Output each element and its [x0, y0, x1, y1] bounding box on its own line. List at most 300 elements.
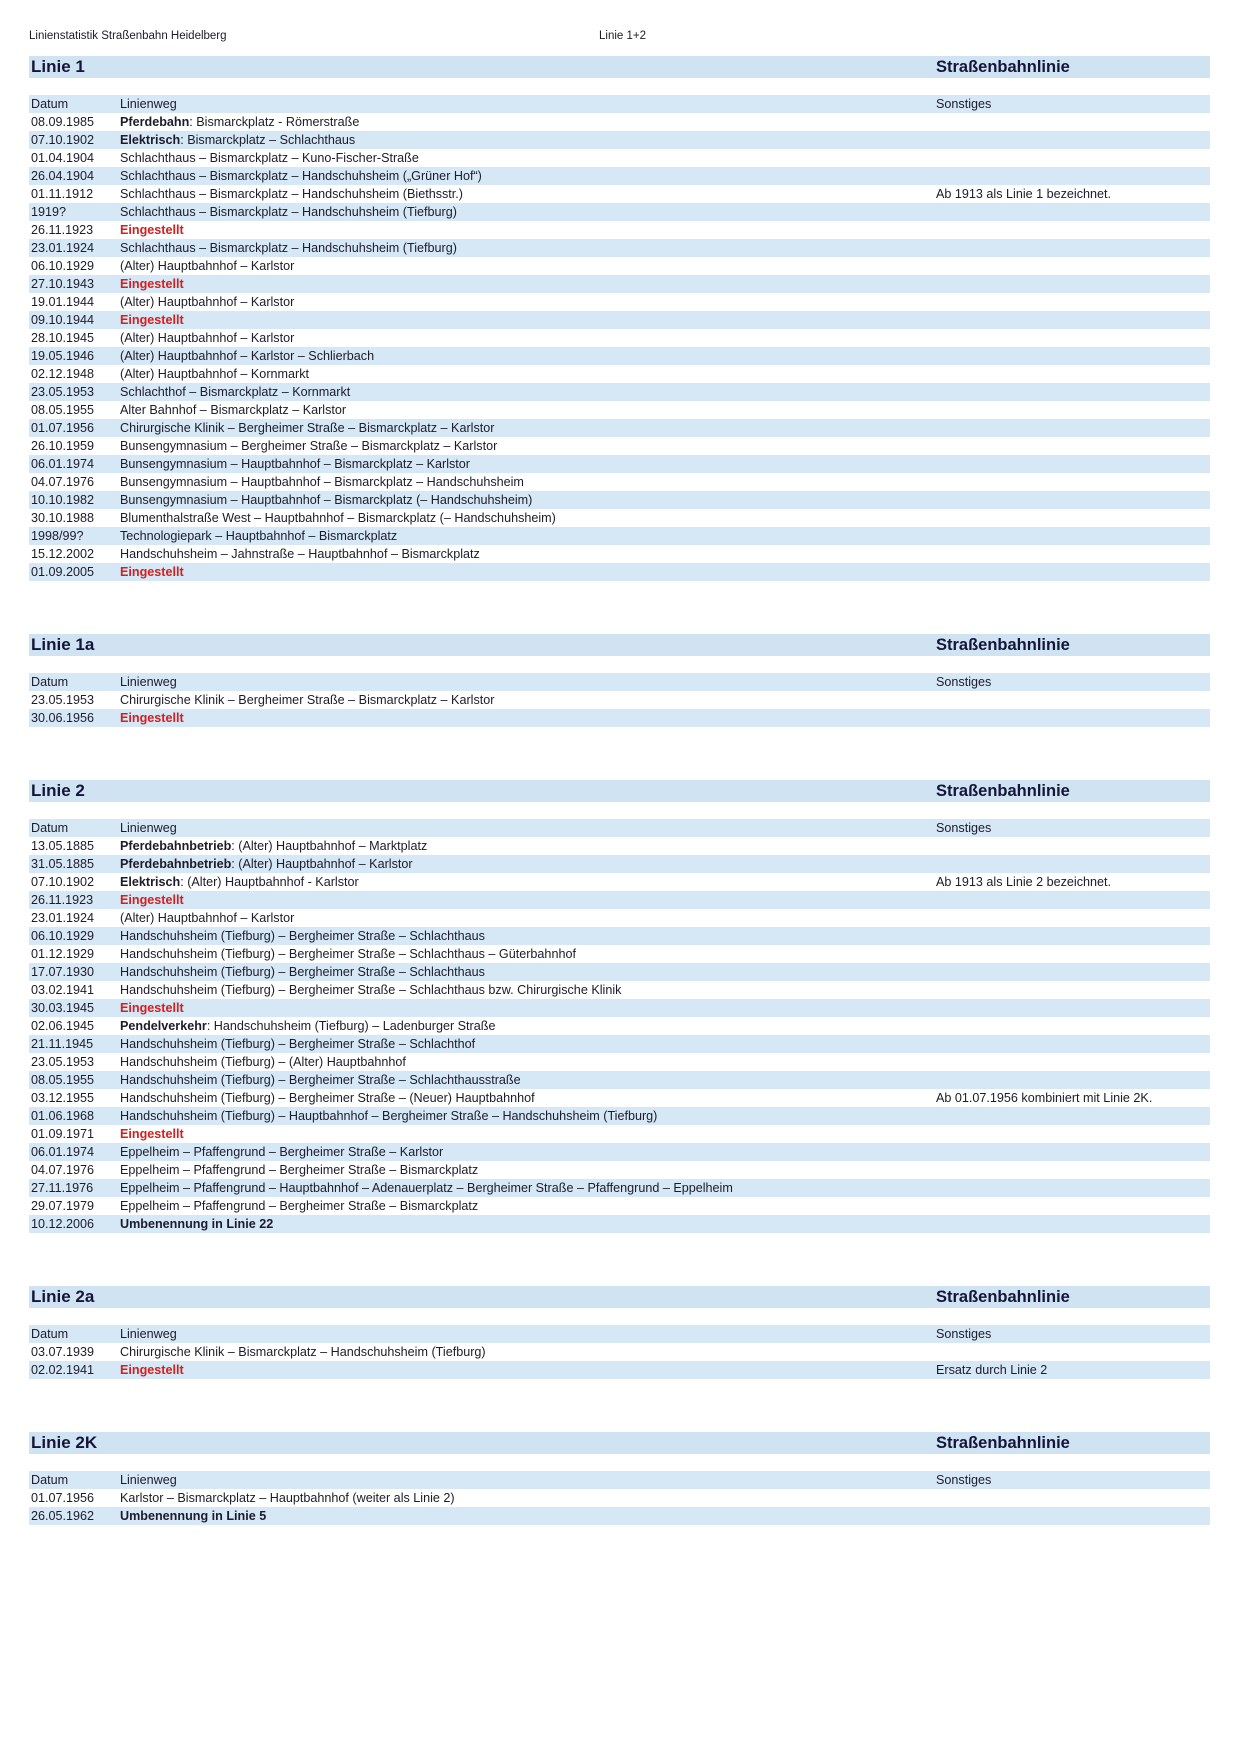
history-route: [120, 1071, 936, 1089]
history-route: [120, 709, 936, 727]
route-text: Schlachthaus – Bismarckplatz – Handschuhsheim (Biethsstr.): [120, 187, 463, 201]
history-route: [120, 873, 936, 891]
history-note: [936, 691, 1210, 709]
history-date: 28.10.1945: [31, 331, 95, 345]
history-route: [120, 347, 936, 365]
route-text: Schlachthaus – Bismarckplatz – Handschuhsheim („Grüner Hof“): [120, 169, 482, 183]
history-route: [120, 437, 936, 455]
route-text: Handschuhsheim (Tiefburg) – Bergheimer Straße – Schlachthaus – Güterbahnhof: [120, 947, 576, 961]
column-header-note: Sonstiges: [936, 1327, 992, 1341]
history-route: [120, 203, 936, 221]
line-title: Linie 2a: [31, 1287, 95, 1306]
line-type: Straßenbahnlinie: [936, 635, 1070, 654]
route-text: Handschuhsheim (Tiefburg) – Bergheimer Straße – (Neuer) Hauptbahnhof: [120, 1091, 535, 1105]
route-text: Schlachthaus – Bismarckplatz – Handschuhsheim (Tiefburg): [120, 205, 457, 219]
history-row: [29, 837, 1210, 855]
history-row: [29, 981, 1210, 999]
history-note: [936, 891, 1210, 909]
history-note: [936, 473, 1210, 491]
history-row: [29, 1507, 1210, 1525]
history-route: [120, 1179, 936, 1197]
history-note: [936, 545, 1210, 563]
history-note: [936, 293, 1210, 311]
history-note: [936, 221, 1210, 239]
history-route: [120, 293, 936, 311]
route-mode-label: Pendelverkehr: [120, 1019, 207, 1033]
history-row: [29, 131, 1210, 149]
history-row: [29, 691, 1210, 709]
history-route: [120, 365, 936, 383]
history-row: [29, 527, 1210, 545]
history-date: 02.12.1948: [31, 367, 95, 381]
route-text: Bunsengymnasium – Bergheimer Straße – Bismarckplatz – Karlstor: [120, 439, 498, 453]
route-text: Eppelheim – Pfaffengrund – Bergheimer Straße – Karlstor: [120, 1145, 444, 1159]
history-date: 23.01.1924: [31, 911, 95, 925]
route-text: Handschuhsheim (Tiefburg) – Bergheimer Straße – Schlachthof: [120, 1037, 476, 1051]
history-date: 27.10.1943: [31, 277, 95, 291]
history-route: [120, 1125, 936, 1143]
history-row: [29, 437, 1210, 455]
history-date: 15.12.2002: [31, 547, 95, 561]
history-route: [120, 185, 936, 203]
history-row: [29, 855, 1210, 873]
route-text: Bunsengymnasium – Hauptbahnhof – Bismarckplatz – Karlstor: [120, 457, 471, 471]
history-row: [29, 239, 1210, 257]
history-route: [120, 491, 936, 509]
history-row: [29, 491, 1210, 509]
history-date: 01.09.2005: [31, 565, 95, 579]
history-row: [29, 167, 1210, 185]
route-text: Chirurgische Klinik – Bergheimer Straße – Bismarckplatz – Karlstor: [120, 421, 495, 435]
history-note: Ersatz durch Linie 2: [936, 1363, 1048, 1377]
column-header-route: Linienweg: [120, 1473, 177, 1487]
route-text: Chirurgische Klinik – Bergheimer Straße – Bismarckplatz – Karlstor: [120, 693, 495, 707]
column-header-note: Sonstiges: [936, 821, 992, 835]
status-eingestellt: Eingestellt: [120, 313, 184, 327]
status-eingestellt: Eingestellt: [120, 277, 184, 291]
route-text: Handschuhsheim (Tiefburg) – Bergheimer Straße – Schlachthaus: [120, 965, 485, 979]
status-eingestellt: Eingestellt: [120, 223, 184, 237]
history-row: [29, 1179, 1210, 1197]
route-text: : Handschuhsheim (Tiefburg) – Ladenburger Straße: [206, 1019, 496, 1033]
history-note: [936, 1035, 1210, 1053]
history-note: [936, 1107, 1210, 1125]
history-note: [936, 1071, 1210, 1089]
history-route: [120, 1053, 936, 1071]
history-date: 04.07.1976: [31, 475, 95, 489]
history-date: 04.07.1976: [31, 1163, 95, 1177]
column-header-note: Sonstiges: [936, 97, 992, 111]
route-text: Handschuhsheim – Jahnstraße – Hauptbahnhof – Bismarckplatz: [120, 547, 480, 561]
document-subtitle: Linie 1+2: [599, 30, 646, 42]
history-row: [29, 1197, 1210, 1215]
status-eingestellt: Eingestellt: [120, 565, 184, 579]
history-note: [936, 203, 1210, 221]
history-date: 23.05.1953: [31, 693, 95, 707]
history-date: 26.04.1904: [31, 169, 95, 183]
history-route: [120, 1017, 936, 1035]
history-row: [29, 963, 1210, 981]
history-note: [936, 1197, 1210, 1215]
route-text: (Alter) Hauptbahnhof – Karlstor: [120, 295, 295, 309]
history-date: 1919?: [31, 205, 67, 219]
history-row: [29, 311, 1210, 329]
history-note: Ab 1913 als Linie 2 bezeichnet.: [936, 875, 1112, 889]
history-row: [29, 945, 1210, 963]
route-text: Handschuhsheim (Tiefburg) – Bergheimer Straße – Schlachthaus bzw. Chirurgische Klinik: [120, 983, 622, 997]
column-header-date: Datum: [31, 1327, 69, 1341]
history-note: [936, 275, 1210, 293]
column-header-route: Linienweg: [120, 97, 177, 111]
line-section: [29, 634, 1210, 727]
history-date: 17.07.1930: [31, 965, 95, 979]
history-note: [936, 1143, 1210, 1161]
history-note: [936, 167, 1210, 185]
history-date: 29.07.1979: [31, 1199, 95, 1213]
history-row: [29, 185, 1210, 203]
history-note: [936, 257, 1210, 275]
history-route: [120, 981, 936, 999]
history-note: [936, 401, 1210, 419]
history-date: 01.04.1904: [31, 151, 95, 165]
history-note: [936, 927, 1210, 945]
history-route: [120, 1489, 936, 1507]
page-header: [29, 30, 1209, 48]
history-date: 02.06.1945: [31, 1019, 95, 1033]
route-text: Schlachthof – Bismarckplatz – Kornmarkt: [120, 385, 351, 399]
history-row: [29, 545, 1210, 563]
history-row: [29, 1215, 1210, 1233]
history-route: [120, 527, 936, 545]
history-route: [120, 383, 936, 401]
history-row: [29, 999, 1210, 1017]
route-text: Umbenennung in Linie 5: [120, 1509, 267, 1523]
route-text: (Alter) Hauptbahnhof – Karlstor: [120, 331, 295, 345]
route-text: : Bismarckplatz - Römerstraße: [189, 115, 360, 129]
history-route: [120, 113, 936, 131]
column-header-route: Linienweg: [120, 1327, 177, 1341]
route-text: Bunsengymnasium – Hauptbahnhof – Bismarckplatz (– Handschuhsheim): [120, 493, 533, 507]
route-text: Karlstor – Bismarckplatz – Hauptbahnhof (weiter als Linie 2): [120, 1491, 455, 1505]
status-eingestellt: Eingestellt: [120, 1127, 184, 1141]
history-route: [120, 401, 936, 419]
history-date: 03.07.1939: [31, 1345, 95, 1359]
history-row: [29, 1017, 1210, 1035]
history-note: [936, 365, 1210, 383]
section-title-row: [29, 56, 1210, 78]
history-date: 26.05.1962: [31, 1509, 95, 1523]
history-note: [936, 347, 1210, 365]
history-note: [936, 999, 1210, 1017]
history-row: [29, 347, 1210, 365]
section-title-row: [29, 1286, 1210, 1308]
history-route: [120, 311, 936, 329]
route-text: Umbenennung in Linie 22: [120, 1217, 274, 1231]
history-note: [936, 455, 1210, 473]
history-note: [936, 963, 1210, 981]
column-header-row: [29, 95, 1210, 113]
history-route: [120, 563, 936, 581]
route-text: : (Alter) Hauptbahnhof - Karlstor: [180, 875, 359, 889]
history-note: [936, 1161, 1210, 1179]
history-route: [120, 1107, 936, 1125]
line-section: [29, 1286, 1210, 1379]
history-row: [29, 1143, 1210, 1161]
history-date: 30.10.1988: [31, 511, 95, 525]
line-section: [29, 780, 1210, 1233]
route-text: Eppelheim – Pfaffengrund – Bergheimer Straße – Bismarckplatz: [120, 1199, 479, 1213]
history-route: [120, 131, 936, 149]
history-note: [936, 1507, 1210, 1525]
history-row: [29, 401, 1210, 419]
column-header-route: Linienweg: [120, 821, 177, 835]
column-header-row: [29, 819, 1210, 837]
history-note: [936, 1215, 1210, 1233]
history-route: [120, 999, 936, 1017]
history-note: [936, 509, 1210, 527]
history-date: 09.10.1944: [31, 313, 95, 327]
line-title: Linie 1: [31, 57, 85, 76]
history-date: 07.10.1902: [31, 875, 95, 889]
history-note: [936, 131, 1210, 149]
history-note: [936, 419, 1210, 437]
section-title-row: [29, 780, 1210, 802]
history-row: [29, 113, 1210, 131]
history-date: 23.01.1924: [31, 241, 95, 255]
line-type: Straßenbahnlinie: [936, 1287, 1070, 1306]
line-title: Linie 1a: [31, 635, 95, 654]
status-eingestellt: Eingestellt: [120, 1363, 184, 1377]
history-note: [936, 1017, 1210, 1035]
history-date: 08.05.1955: [31, 1073, 95, 1087]
history-row: [29, 473, 1210, 491]
history-date: 01.07.1956: [31, 1491, 95, 1505]
history-note: [936, 329, 1210, 347]
history-route: [120, 1343, 936, 1361]
column-header-date: Datum: [31, 97, 69, 111]
column-header-date: Datum: [31, 1473, 69, 1487]
history-note: [936, 149, 1210, 167]
status-eingestellt: Eingestellt: [120, 711, 184, 725]
history-row: [29, 329, 1210, 347]
history-note: [936, 383, 1210, 401]
route-text: Handschuhsheim (Tiefburg) – Bergheimer Straße – Schlachthausstraße: [120, 1073, 521, 1087]
history-date: 06.10.1929: [31, 259, 95, 273]
history-route: [120, 455, 936, 473]
history-route: [120, 1035, 936, 1053]
history-note: [936, 1179, 1210, 1197]
route-mode-label: Pferdebahnbetrieb: [120, 839, 232, 853]
line-type: Straßenbahnlinie: [936, 57, 1070, 76]
column-header-date: Datum: [31, 675, 69, 689]
history-row: [29, 1071, 1210, 1089]
route-text: Handschuhsheim (Tiefburg) – Bergheimer Straße – Schlachthaus: [120, 929, 485, 943]
history-date: 13.05.1885: [31, 839, 95, 853]
route-text: (Alter) Hauptbahnhof – Kornmarkt: [120, 367, 309, 381]
history-row: [29, 1125, 1210, 1143]
column-header-row: [29, 1325, 1210, 1343]
line-type: Straßenbahnlinie: [936, 1433, 1070, 1452]
history-date: 01.11.1912: [31, 187, 94, 201]
history-row: [29, 1035, 1210, 1053]
history-row: [29, 1161, 1210, 1179]
history-route: [120, 509, 936, 527]
history-date: 06.01.1974: [31, 457, 95, 471]
route-text: : Bismarckplatz – Schlachthaus: [180, 133, 356, 147]
status-eingestellt: Eingestellt: [120, 893, 184, 907]
history-date: 02.02.1941: [31, 1363, 95, 1377]
history-note: [936, 709, 1210, 727]
history-note: Ab 01.07.1956 kombiniert mit Linie 2K.: [936, 1091, 1153, 1105]
history-route: [120, 691, 936, 709]
history-note: [936, 1053, 1210, 1071]
history-note: [936, 1489, 1210, 1507]
history-row: [29, 1361, 1210, 1379]
history-note: [936, 437, 1210, 455]
history-route: [120, 1143, 936, 1161]
history-row: [29, 365, 1210, 383]
history-row: [29, 909, 1210, 927]
history-route: [120, 1361, 936, 1379]
history-route: [120, 927, 936, 945]
route-text: Schlachthaus – Bismarckplatz – Handschuhsheim (Tiefburg): [120, 241, 457, 255]
history-row: [29, 1089, 1210, 1107]
document-title: Linienstatistik Straßenbahn Heidelberg: [29, 30, 227, 42]
route-text: Handschuhsheim (Tiefburg) – Hauptbahnhof – Bergheimer Straße – Handschuhsheim (Tiefburg): [120, 1109, 658, 1123]
history-route: [120, 329, 936, 347]
route-text: Alter Bahnhof – Bismarckplatz – Karlstor: [120, 403, 347, 417]
history-row: [29, 275, 1210, 293]
history-row: [29, 419, 1210, 437]
history-date: 03.02.1941: [31, 983, 95, 997]
history-row: [29, 927, 1210, 945]
column-header-note: Sonstiges: [936, 1473, 992, 1487]
route-text: Eppelheim – Pfaffengrund – Hauptbahnhof – Adenauerplatz – Bergheimer Straße – Pfaffengrund – Eppelheim: [120, 1181, 733, 1195]
route-mode-label: Pferdebahn: [120, 115, 190, 129]
route-mode-label: Pferdebahnbetrieb: [120, 857, 232, 871]
history-date: 01.12.1929: [31, 947, 95, 961]
history-date: 26.10.1959: [31, 439, 95, 453]
history-route: [120, 419, 936, 437]
history-date: 01.09.1971: [31, 1127, 95, 1141]
history-date: 03.12.1955: [31, 1091, 95, 1105]
column-header-row: [29, 1471, 1210, 1489]
history-route: [120, 1197, 936, 1215]
column-header-note: Sonstiges: [936, 675, 992, 689]
line-title: Linie 2: [31, 781, 85, 800]
history-note: [936, 837, 1210, 855]
history-note: [936, 113, 1210, 131]
history-route: [120, 239, 936, 257]
history-date: 06.10.1929: [31, 929, 95, 943]
history-date: 27.11.1976: [31, 1181, 94, 1195]
route-text: (Alter) Hauptbahnhof – Karlstor – Schlierbach: [120, 349, 375, 363]
history-note: [936, 1343, 1210, 1361]
route-text: Bunsengymnasium – Hauptbahnhof – Bismarckplatz – Handschuhsheim: [120, 475, 524, 489]
route-text: Handschuhsheim (Tiefburg) – (Alter) Hauptbahnhof: [120, 1055, 406, 1069]
history-row: [29, 509, 1210, 527]
route-mode-label: Elektrisch: [120, 133, 181, 147]
history-route: [120, 1161, 936, 1179]
route-text: Schlachthaus – Bismarckplatz – Kuno-Fischer-Straße: [120, 151, 419, 165]
history-row: [29, 149, 1210, 167]
history-route: [120, 257, 936, 275]
history-route: [120, 891, 936, 909]
history-route: [120, 545, 936, 563]
history-note: [936, 981, 1210, 999]
history-route: [120, 473, 936, 491]
route-text: Eppelheim – Pfaffengrund – Bergheimer Straße – Bismarckplatz: [120, 1163, 479, 1177]
history-route: [120, 1215, 936, 1233]
history-row: [29, 203, 1210, 221]
history-note: [936, 945, 1210, 963]
history-row: [29, 221, 1210, 239]
history-date: 01.06.1968: [31, 1109, 95, 1123]
history-route: [120, 855, 936, 873]
history-note: [936, 491, 1210, 509]
history-row: [29, 563, 1210, 581]
history-route: [120, 945, 936, 963]
history-note: [936, 311, 1210, 329]
history-date: 30.06.1956: [31, 711, 95, 725]
history-row: [29, 873, 1210, 891]
history-row: [29, 293, 1210, 311]
history-date: 21.11.1945: [31, 1037, 94, 1051]
history-date: 08.09.1985: [31, 115, 95, 129]
history-route: [120, 1089, 936, 1107]
history-row: [29, 891, 1210, 909]
history-route: [120, 1507, 936, 1525]
section-title-row: [29, 634, 1210, 656]
route-text: Technologiepark – Hauptbahnhof – Bismarckplatz: [120, 529, 398, 543]
history-date: 06.01.1974: [31, 1145, 95, 1159]
history-note: [936, 527, 1210, 545]
route-text: : (Alter) Hauptbahnhof – Karlstor: [231, 857, 413, 871]
history-date: 23.05.1953: [31, 385, 95, 399]
history-date: 1998/99?: [31, 529, 84, 543]
history-route: [120, 221, 936, 239]
history-note: Ab 1913 als Linie 1 bezeichnet.: [936, 187, 1112, 201]
line-section: [29, 1432, 1210, 1525]
history-route: [120, 963, 936, 981]
history-date: 19.01.1944: [31, 295, 95, 309]
status-eingestellt: Eingestellt: [120, 1001, 184, 1015]
history-row: [29, 1343, 1210, 1361]
history-row: [29, 709, 1210, 727]
history-note: [936, 1125, 1210, 1143]
history-date: 01.07.1956: [31, 421, 95, 435]
line-section: [29, 56, 1210, 581]
history-date: 26.11.1923: [31, 223, 94, 237]
history-date: 10.10.1982: [31, 493, 95, 507]
line-statistics-document: [29, 56, 1210, 1578]
column-header-route: Linienweg: [120, 675, 177, 689]
history-note: [936, 563, 1210, 581]
route-text: Chirurgische Klinik – Bismarckplatz – Handschuhsheim (Tiefburg): [120, 1345, 486, 1359]
history-row: [29, 1489, 1210, 1507]
history-row: [29, 257, 1210, 275]
history-route: [120, 275, 936, 293]
history-route: [120, 909, 936, 927]
history-date: 30.03.1945: [31, 1001, 95, 1015]
history-row: [29, 1107, 1210, 1125]
history-date: 19.05.1946: [31, 349, 95, 363]
history-note: [936, 855, 1210, 873]
history-date: 07.10.1902: [31, 133, 95, 147]
section-title-row: [29, 1432, 1210, 1454]
history-date: 26.11.1923: [31, 893, 94, 907]
column-header-date: Datum: [31, 821, 69, 835]
